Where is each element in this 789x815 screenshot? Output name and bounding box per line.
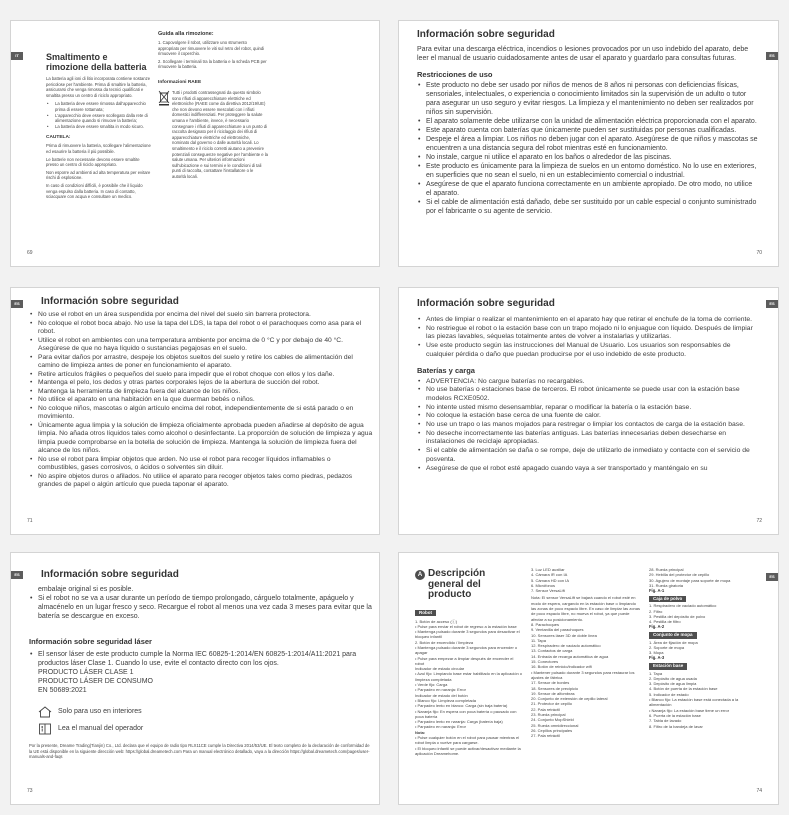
crossed-bin-icon <box>158 90 172 180</box>
list-item: • Mantenga pulsado durante 3 segundos para desactivar el bloqueo infantil <box>415 629 520 640</box>
list-item: 26. Cepillos principales <box>531 727 573 733</box>
page-number: 69 <box>27 250 33 256</box>
language-tab: IT <box>11 52 23 60</box>
list-item: 6. Micrófonos <box>531 582 556 588</box>
page-74 <box>398 552 779 805</box>
list-item: • Parpadeo lento en naranja: Carga (batería baja) <box>415 719 503 725</box>
battery-section <box>46 52 151 200</box>
language-tab: ES <box>11 300 23 308</box>
list-item: • Retire artículos frágiles o pequeños del suelo para impedir que el robot choque con ellos y los dañe. <box>29 371 373 380</box>
page-72 <box>398 287 779 535</box>
list-item: • L'apparecchio deve essere scollegato dalla rete di alimentazione quando si rimuove la batteria; <box>46 113 151 124</box>
list-item: 2. Filtro <box>649 608 663 614</box>
product-a-icon: A <box>415 570 425 580</box>
caution-text-3: Non esporre ad ambienti ad alta temperatura per evitare rischi di esplosione. <box>46 169 151 181</box>
list-item: 23. Rueda principal <box>531 712 566 718</box>
list-item: 7. Sensor VersaLift <box>531 588 565 594</box>
manual-label: Lea el manual del operador <box>58 724 144 732</box>
list-item: • No aspire objetos duros o afilados. No utilice el aparato para recoger objetos tales como piedras, pedazos grandes de papel o algún artículo que pueda taponar el aparato. <box>29 473 373 490</box>
list-item: • Mantenga el pelo, los dedos y otras partes corporales lejos de la abertura de succión del robot. <box>29 379 373 388</box>
list-item: 2. Soporte de mopa <box>649 644 685 650</box>
language-tab: ES <box>766 52 778 60</box>
list-item: • No utilice el aparato en una habitación en la que duerman bebés o niños. <box>29 396 373 405</box>
list-item: • La batteria deve essere smaltita in modo sicuro. <box>46 124 151 130</box>
list-item: Indicador de estado del botón <box>415 692 468 698</box>
list-item: • Si el cable de alimentación se daña o se rompe, deje de utilizarlo de inmediato y contacte con el servicio de posventa. <box>417 447 759 464</box>
list-item: 11. Tapa <box>531 637 546 643</box>
page-title: Información sobre seguridad <box>41 569 179 580</box>
list-item: 4. Pestilla de filtro <box>649 619 681 625</box>
storage-list <box>29 594 373 621</box>
restrictions-list <box>417 81 759 216</box>
page-title: Información sobre seguridad <box>41 296 179 307</box>
list-item: 16. Botón de reinicio/indicador wifi <box>531 664 592 670</box>
figure-label: Fig. A-2 <box>649 624 665 630</box>
page-70 <box>398 20 779 267</box>
list-item: 14. Entrada de recarga automática de agua <box>531 653 609 659</box>
list-item: 8. Filtro de la bandeja de lavar <box>649 723 703 729</box>
indoor-row <box>29 705 373 717</box>
list-item: 28. Rueda principal <box>649 567 684 572</box>
raee-block <box>158 90 268 180</box>
laser-line-1: PRODUCTO LÁSER CLASE 1 <box>38 669 134 676</box>
list-item: 17. Sensor de bordes <box>531 680 570 686</box>
list-item: 3. Pestilla del depósito de polvo <box>649 613 706 619</box>
list-item: 3. Depósito de agua limpia <box>649 681 697 687</box>
overview-col-3 <box>649 567 754 729</box>
list-item: 7. Tabla de lavado <box>649 718 682 724</box>
section-heading: Restricciones de uso <box>417 70 493 79</box>
intro-text: Para evitar una descarga eléctrica, incendios o lesiones provocados por un uso indebido del aparato, debe leer el manual de usuario cuidadosamente antes de usar el aparato y guardarlo para consultas futuras. <box>417 46 749 62</box>
list-item: • Naranja fijo: En espera con poca batería o pausado con poca batería <box>415 708 517 719</box>
page-73 <box>10 552 380 805</box>
guide-section <box>158 31 268 179</box>
list-item: • No use el robot para limpiar objetos que arden. No use el robot para recoger líquidos inflamables o combustibles, gases corrosivos, o ácidos o solventes sin diluir. <box>29 456 373 473</box>
list-item: 2. Botón de encendido / limpieza <box>415 639 474 645</box>
safety-section <box>29 569 373 760</box>
safety-section <box>29 296 373 490</box>
list-item: • El bloqueo infantil se puede activar/desactivar mediante la aplicación Dreamehome. <box>415 745 521 756</box>
list-item: • Antes de limpiar o realizar el mantenimiento en el aparato hay que retirar el enchufe de la toma de corriente. <box>417 316 759 325</box>
list-item: • Asegúrese de que el robot esté apagado cuando vaya a ser transportado y manténgalo en su <box>417 465 759 474</box>
list-item: 31. Rueda giratoria <box>649 582 684 588</box>
list-item: • No instale, cargue ni utilice el aparato en los baños o alrededor de las piscinas. <box>417 153 759 162</box>
list-item: 3. Mopa <box>649 650 664 656</box>
list-item: • No coloque el robot boca abajo. No use la tapa del LDS, la tapa del robot o el parachoques como asa para el robot. <box>29 320 373 337</box>
continued-text: embalaje original si es posible. <box>38 586 134 593</box>
list-item: • ADVERTENCIA: No cargue baterías no recargables. <box>417 378 759 387</box>
list-item: • Este aparato cuenta con baterías que únicamente pueden ser sustituidas por personas cualificadas. <box>417 126 759 135</box>
safety-list <box>417 316 759 360</box>
list-item: 15. Conectores <box>531 659 559 665</box>
list-item: 19. Sensor de alfombras <box>531 690 575 696</box>
list-item: • No deseche incorrectamente las baterías antiguas. Las baterías innecesarias deben desecharse en instalaciones de reciclaje apropiadas. <box>417 430 759 447</box>
list-item: • Parpadeo lento en blanco: Carga (sin baja batería) <box>415 703 508 709</box>
safety-section <box>417 29 759 216</box>
figure-label: Fig. A-3 <box>649 655 665 661</box>
list-item: • No use el robot en un área suspendida por encima del nivel del suelo sin barrera protectora. <box>29 311 373 320</box>
list-item: Indicador de estado circular <box>415 666 465 672</box>
list-item: • Parpadeo en naranja: Error <box>415 687 466 693</box>
list-item: • Mantenga la herramienta de limpieza fuera del alcance de los niños. <box>29 388 373 397</box>
list-item: 5. Cámara HD con IA <box>531 577 570 583</box>
list-item: 1. Tapa <box>649 670 663 676</box>
list-item: 27. Pala retráctil <box>531 733 560 739</box>
battery-list <box>417 378 759 474</box>
laser-line-3: EN 50689:2021 <box>38 687 87 694</box>
safety-section <box>417 298 759 473</box>
raee-title: Informazioni RAEE <box>158 79 202 85</box>
house-icon <box>38 705 52 717</box>
section-label-robot: Robot <box>415 610 436 617</box>
language-tab: ES <box>11 571 23 579</box>
list-item: 1. Botón de acceso (ⓘ) <box>415 618 458 624</box>
guide-step-1: 1. Capovolgere il robot, utilizzare uno strumento appropriato per rimuovere le viti sul retro del robot, quindi rimuovere il coperchio. <box>158 40 265 57</box>
list-item: • Si el robot no se va a usar durante un período de tiempo prolongado, cárguelo totalmente, apáguelo y almacénelo en un lugar fresco y seco. Recargue el robot al menos una vez cada 3 meses para evitar que la batería se descargue en exceso. <box>29 594 373 621</box>
figure-label: Fig. A-1 <box>649 588 665 594</box>
laser-line-2: PRODUCTO LÁSER DE CONSUMO <box>38 678 153 685</box>
list-item: • Verde fijo: Carga <box>415 682 448 688</box>
manual-row <box>29 722 373 734</box>
list-item: • No coloque niños, mascotas o algún artículo encima del robot, independientemente de si está parado o en movimiento. <box>29 405 373 422</box>
page-title: Smaltimento e rimozione della batteria <box>46 52 147 72</box>
list-item: 30. Agujero de montaje para soporte de mopa <box>649 577 731 583</box>
robot-parts-col-1 <box>415 619 523 757</box>
list-item: • Utilice el robot en ambientes con una temperatura ambiente por encima de 0 °C y por debajo de 40 °C. Asegúrese de que no haya líquido o sustancias pegajosas en el suelo. <box>29 337 373 354</box>
page-title: Información sobre seguridad <box>417 298 555 309</box>
language-tab: ES <box>766 300 778 308</box>
list-item: 18. Sensores de precipicio <box>531 685 579 691</box>
manual-book-icon <box>38 722 52 734</box>
language-tab: ES <box>766 573 778 581</box>
list-item: 29. Hebilla del protector de cepillo <box>649 572 710 578</box>
list-item: • La batteria deve essere rimossa dall'apparecchio prima di essere rottamata; <box>46 101 151 112</box>
page-number: 74 <box>756 788 762 794</box>
section-label-dust-box: Caja de polvo <box>649 596 686 603</box>
list-item: • Si el cable de alimentación está dañado, debe ser sustituido por un cable especial o conjunto suministrado por el fabricante o su agente de servicio. <box>417 198 759 216</box>
list-item: • No intente usted mismo desensamblar, reparar o modificar la batería o la estación base. <box>417 404 759 413</box>
list-item: • Use este producto según las instrucciones del Manual de Usuario. Los usuarios son responsables de cualquier pérdida o daño que puedan producirse por el uso indebido de este producto. <box>417 342 759 359</box>
declaration-footer: Por la presente, Dreame Trading(Tianjin) Co., Ltd. declara que el equipo de radio tipo RLX11CE cumple la Directiva 2014/53/UE. El texto completo de la declaración de conformidad de la UE está disponible en la siguiente dirección web: https://global.dreametech.com Para un manual electrónico detallado, vaya a la dirección https://global.dreametech.com/pages/user-manuals-and-faqs <box>29 743 370 760</box>
list-item: 10. Sensores láser 3D de doble línea <box>531 632 597 638</box>
page-title: Información sobre seguridad <box>417 29 555 40</box>
raee-text: Tutti i prodotti contrassegnati da questo simbolo sono rifiuti di apparecchiature elettriche ed elettroniche (RAEE come da direttiva 2012/19/UE) che non devono essere mescolati con i rifiuti domestici indifferenziati. Per proteggere la salute umana e l'ambiente, invece, è necessario consegnare i rifiuti di apparecchiature a un punto di raccolta designato per il riciclaggio dei rifiuti di apparecchiature elettriche ed elettroniche, nominato dal governo o dalle autorità locali. Lo smaltimento e il riciclo corretti aiutano a prevenire potenziali conseguenze negative per l'ambiente e la salute umana. Per ulteriori informazioni sull'ubicazione e sui termini e le condizioni di tali punti di raccolta, contattare l'installatore o le autorità locali. <box>172 89 269 179</box>
indoor-label: Solo para uso en interiores <box>58 707 142 715</box>
list-item: 20. Conjunto de extensión de cepillo lateral <box>531 696 608 702</box>
list-item: 3. Luz LED auxiliar <box>531 567 565 572</box>
intro-text: La batteria agli ioni di litio incorporata contiene sostanze pericolose per l'ambiente. Prima di smaltire la batteria, assicurarsi che venga rimossa da tecnici qualificati e smaltita presso un centro di riciclo appropriato. <box>46 76 151 98</box>
list-item: • No use baterías o estaciones base de terceros. El robot únicamente se puede usar con la estación base modelos RCXE0502. <box>417 386 759 403</box>
list-item: 25. Rueda omnidireccional <box>531 722 579 728</box>
list-item: • Pulse cualquier botón en el robot para pausar mientras el robot limpia o vuelve para cargarse. <box>415 735 520 746</box>
list-item: • Únicamente agua limpia y la solución de limpieza oficialmente aprobada pueden añadirse al depósito de agua limpia. No añada otros líquidos tales como alcohol o desinfectante. La proporción de solución de limpieza y agua limpia puede comprobarse en la botella de solución de limpieza. Mantenga la solución de limpieza fuera del alcance de los niños. <box>29 422 373 456</box>
caution-text-1: Prima di rimuovere la batteria, scollegare l'alimentazione ed esaurire la batteria il più possibile. <box>46 143 151 154</box>
list-item: • No restriegue el robot o la estación base con un trapo mojado ni lo enjuague con líquido. Después de limpiar las piezas lavables, séquelas totalmente antes de volver a instalarlas y utilizarlas. <box>417 325 759 342</box>
laser-list <box>29 650 373 668</box>
page-71 <box>10 287 380 535</box>
section-label-mop: Conjunto de mopa <box>649 632 697 639</box>
caution-title: CAUTELA: <box>46 135 71 141</box>
list-item: • Azul fijo: Limpiando base estar habilitado en la aplicación o limpieza completada <box>415 671 523 682</box>
list-item: • El aparato solamente debe utilizarse con la unidad de alimentación eléctrica proporcionada con el aparato. <box>417 117 759 126</box>
list-item: • Blanco fijo: La estación base está conectada a la alimentación <box>649 697 739 708</box>
list-item: • Mantener pulsado durante 3 segundos para restaurar los ajustes de fábrica <box>531 669 635 680</box>
list-item: • Blanco fijo: Limpieza completada <box>415 697 476 703</box>
list-item: 8. Parachoques <box>531 621 560 627</box>
caution-text-2: Le batterie non necessarie devono essere smaltite presso un centro di riciclo appropriato. <box>46 156 140 168</box>
page-title: Descripción general del producto <box>428 568 486 600</box>
list-item: • Este producto no debe ser usado por niños de menos de 8 años ni personas con deficiencias físicas, sensoriales, intelectuales, o experiencia o conocimiento limitados sin la supervisión de un adulto o tutor para asegurar un uso seguro y evitar riesgos. La limpieza y el mantenimiento no deben ser realizados por niños sin supervisión. <box>417 81 759 117</box>
list-item: • Para evitar daños por arrastre, despeje los objetos sueltos del suelo y retire los cables de alimentación del camino de limpieza antes de poner en funcionamiento el aparato. <box>29 354 373 371</box>
section-heading: Baterías y carga <box>417 365 475 375</box>
list-item: Nota: <box>415 729 426 735</box>
page-69 <box>10 20 380 267</box>
section-label-base-station: Estación base <box>649 663 687 670</box>
guide-title: Guida alla rimozione: <box>158 31 214 37</box>
list-item: 1. Respiradero de vaciado automático <box>649 603 717 609</box>
list-item: • Pulse para empezar a limpiar después de encender el robot <box>415 655 514 666</box>
list-item: 2. Depósito de agua usada <box>649 675 697 681</box>
page-number: 71 <box>27 518 33 524</box>
list-item: • No use un trapo o las manos mojados para restregar o limpiar los contactos de carga de la estación base. <box>417 421 759 430</box>
list-item: 1. Área de fijación de mopa <box>649 639 698 645</box>
list-item: • Pulse para enviar el robot de regreso a la estación base <box>415 623 517 629</box>
page-number: 73 <box>27 788 33 794</box>
list-item: • Este producto es únicamente para la limpieza de suelos en un entorno doméstico. No lo use en exteriores, en superficies que no sean el suelo, ni en un establecimiento comercial o industrial. <box>417 162 759 180</box>
list-item: • No coloque la estación base cerca de una fuente de calor. <box>417 412 759 421</box>
page-number: 70 <box>756 250 762 256</box>
list-item: 9. Ventanilla del parachoques <box>531 627 584 633</box>
list-item: 6. Puerta de la estación base <box>649 712 701 718</box>
note-text: Nota: El sensor VersaLift se bajará cuando el robot esté en modo de espera, cargando en la estación base o limpiando las zonas de poco espacio libre. En caso de limpiar las zonas de poco espacio libre, no mueva el robot, ya que puede afectar a su posicionamiento. <box>531 595 640 622</box>
list-item: • Despeje el área a limpiar. Los niños no deben jugar con el aparato. Asegúrese de que niños y mascotas se encuentren a una distancia segura del robot mientras esté en funcionamiento. <box>417 135 759 153</box>
page-number: 72 <box>756 518 762 524</box>
list-item: • Mantenga pulsado durante 3 segundos para encender o apagar <box>415 644 518 656</box>
overview-col-1 <box>415 569 523 756</box>
list-item: 13. Contactos de carga <box>531 648 573 654</box>
list-item: 4. Botón de puerta de la estación base <box>649 686 718 692</box>
list-item: 21. Protector de cepillo <box>531 701 572 707</box>
safety-list <box>29 311 373 490</box>
list-item: • Parpadeo en naranja: Error <box>415 724 466 730</box>
list-item: • Naranja fijo: La estación base tiene un error <box>649 707 730 713</box>
title-row <box>415 569 523 601</box>
section-heading: Información sobre seguridad láser <box>29 637 152 646</box>
list-item: 22. Pala retráctil <box>531 706 560 712</box>
battery-bullets <box>46 101 151 129</box>
laser-text: • El sensor láser de este producto cumple la Norma IEC 60825-1:2014/EN 60825-1:2014/A11:2021 para productos láser Clase 1. Cuando lo use, evite el contacto directo con los ojos. <box>29 650 373 668</box>
list-item: 12. Respiradero de vaciado automático <box>531 643 601 649</box>
list-item: 24. Conjunto MopShield <box>531 717 574 723</box>
list-item: 4. Cámara IR con IA <box>531 572 568 578</box>
overview-col-2 <box>531 567 641 739</box>
guide-step-2: 2. Scollegare i terminali tra la batteria e la scheda PCB per rimuovere la batteria. <box>158 58 267 70</box>
caution-text-4: In caso di condizioni difficili, è possibile che il liquido venga espulso dalla batteria. In caso di contatto, sciacquare con acqua e consultare un medico. <box>46 182 143 200</box>
list-item: 5. Indicador de estado <box>649 691 689 697</box>
list-item: • Asegúrese de que el aparato funciona correctamente en un ambiente apropiado. De otro modo, no utilice el aparato. <box>417 180 759 198</box>
